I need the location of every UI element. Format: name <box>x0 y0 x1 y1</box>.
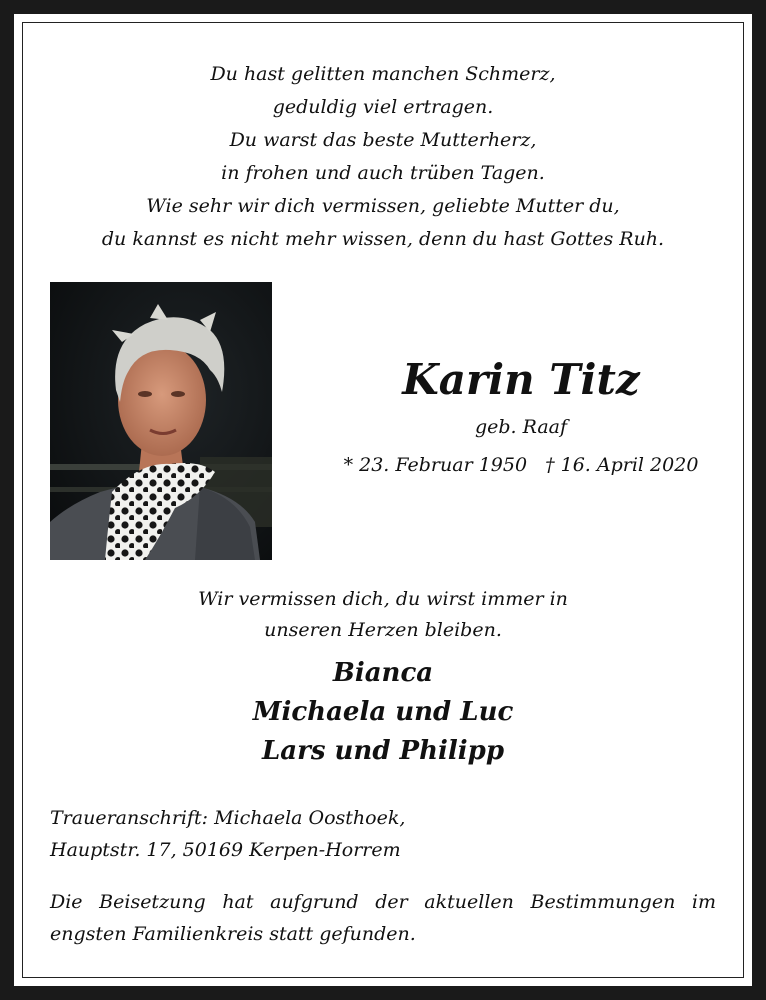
portrait-photo <box>50 282 272 560</box>
address-line: Traueranschrift: Michaela Oosthoek, <box>50 807 406 829</box>
portrait-illustration <box>50 282 272 560</box>
closing-text <box>14 584 752 646</box>
closing-line: Wir vermissen dich, du wirst immer in <box>198 588 568 610</box>
poem-line: Wie sehr wir dich vermissen, geliebte Mutter du, <box>146 195 620 217</box>
life-dates <box>290 450 752 480</box>
poem-line: Du warst das beste Mutterherz, <box>229 129 537 151</box>
poem-line: Du hast gelitten manchen Schmerz, <box>210 63 556 85</box>
obituary-page <box>14 14 752 986</box>
birth-name: geb. Raaf <box>474 416 568 438</box>
death-date: † 16. April 2020 <box>545 454 699 476</box>
poem-line: du kannst es nicht mehr wissen, denn du hast Gottes Ruh. <box>101 228 665 250</box>
deceased-name: Karin Titz <box>402 355 640 404</box>
address-line: Hauptstr. 17, 50169 Kerpen-Horrem <box>50 839 401 861</box>
mourning-address <box>50 802 405 866</box>
deceased-info <box>290 354 752 480</box>
family-member: Michaela und Luc <box>252 697 514 727</box>
family-member: Lars und Philipp <box>262 736 504 766</box>
family-names <box>14 654 752 771</box>
poem <box>14 58 752 256</box>
family-member: Bianca <box>332 658 434 688</box>
poem-line: geduldig viel ertragen. <box>272 96 494 118</box>
funeral-notice: Die Beisetzung hat aufgrund der aktuellen Bestimmungen im engsten Familienkreis statt gefunden. <box>50 891 716 945</box>
poem-line: in frohen und auch trüben Tagen. <box>221 162 545 184</box>
birth-date: * 23. Februar 1950 <box>343 454 528 476</box>
closing-line: unseren Herzen bleiben. <box>264 619 502 641</box>
